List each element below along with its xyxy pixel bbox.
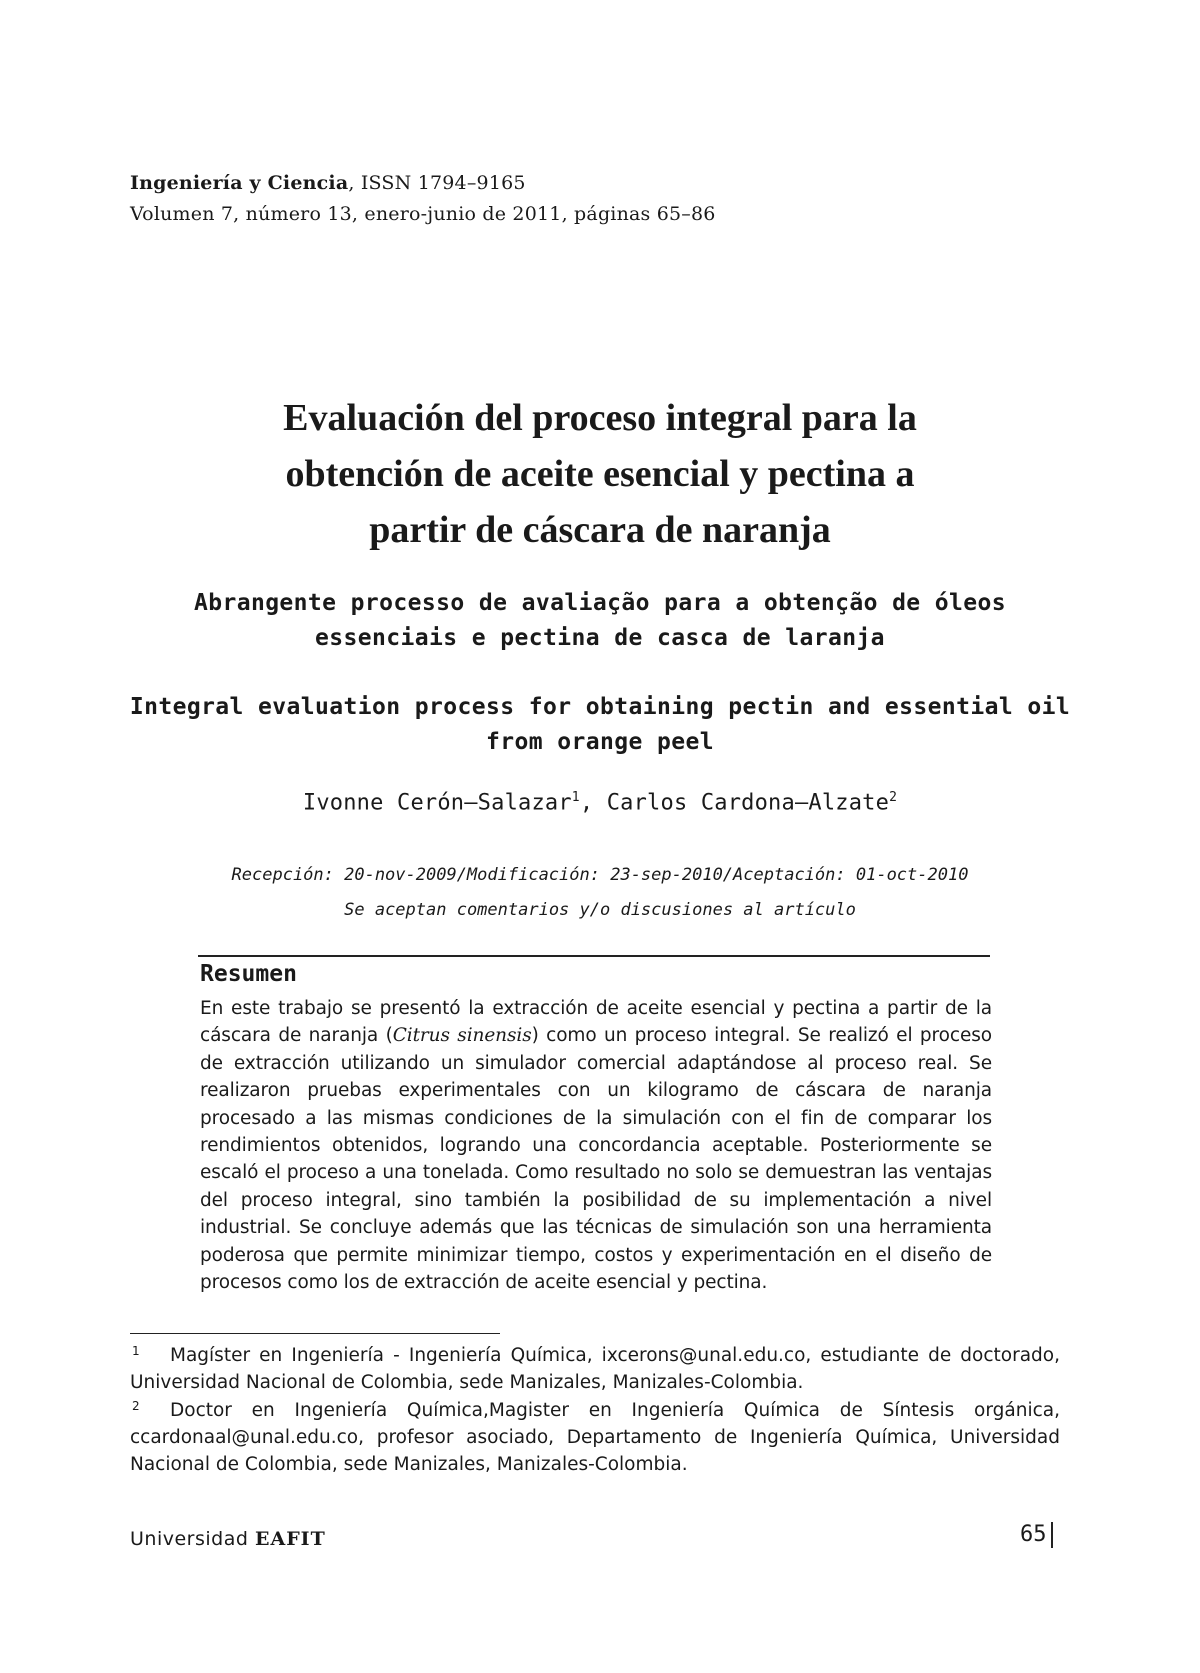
species-name: Citrus sinensis: [392, 1025, 532, 1047]
abstract-heading: Resumen: [200, 961, 297, 987]
abstract-text-part: En este trabajo se presentó la extracción de aceite esencial y pectina a partir de la cáscara de naranja (: [200, 998, 992, 1047]
footnote-divider: [130, 1333, 500, 1334]
footnote-text: Doctor en Ingeniería Química,Magister en Ingeniería Química de Síntesis orgánica, ccardonaal@unal.edu.co, profesor asociado, Departamento de Ingeniería Química, Universidad Nacional de Colombia, sede Manizales, Manizales-Colombia.: [130, 1400, 1060, 1475]
comments-line: Se aceptan comentarios y/o discusiones al artículo: [344, 900, 856, 920]
author-2: Carlos Cardona–Alzate: [606, 790, 890, 816]
footnotes: [130, 1342, 1060, 1479]
author-1-footnote-mark: 1: [571, 790, 580, 805]
author-1: Ivonne Cerón–Salazar: [302, 790, 572, 816]
subtitle-pt-line: essenciais e pectina de casca de laranja: [315, 625, 885, 651]
journal-issn: , ISSN 1794–9165: [348, 172, 526, 194]
article-title-line: obtención de aceite esencial y pectina a: [285, 453, 915, 495]
subtitle-pt-line: Abrangente processo de avaliação para a obtenção de óleos: [193, 590, 1007, 616]
subtitle-en-line: Integral evaluation process for obtaining pectin and essential oil: [129, 694, 1071, 720]
abstract-text: [200, 995, 992, 1296]
subtitle-portuguese: [100, 586, 1100, 656]
subtitle-en-line: from orange peel: [486, 729, 714, 755]
footnote: [130, 1397, 1060, 1478]
page-number: 65: [1020, 1522, 1053, 1548]
footer-publisher: [130, 1528, 326, 1550]
article-title: [100, 390, 1100, 558]
article-dates: [100, 858, 1100, 928]
subtitle-english: [100, 690, 1100, 760]
authors: [100, 790, 1100, 815]
article-title-line: Evaluación del proceso integral para la: [283, 397, 917, 439]
journal-header: [130, 168, 716, 230]
dates-line: Recepción: 20-nov-2009/Modificación: 23-sep-2010/Aceptación: 01-oct-2010: [231, 865, 969, 885]
abstract-divider: [198, 955, 990, 957]
footer-university: Universidad: [130, 1528, 249, 1550]
footnote: [130, 1342, 1060, 1396]
footnote-text: Magíster en Ingeniería - Ingeniería Química, ixcerons@unal.edu.co, estudiante de doctorado, Universidad Nacional de Colombia, sede Manizales, Manizales-Colombia.: [130, 1345, 1060, 1393]
journal-title-line: [130, 168, 716, 199]
journal-name: Ingeniería y Ciencia: [130, 172, 349, 194]
footnote-mark: 2: [132, 1399, 140, 1413]
footer-brand: EAFIT: [254, 1528, 326, 1550]
author-2-footnote-mark: 2: [889, 790, 898, 805]
footnote-mark: 1: [132, 1344, 140, 1358]
article-title-line: partir de cáscara de naranja: [369, 509, 831, 551]
author-separator: ,: [579, 790, 607, 816]
abstract-text-part: ) como un proceso integral. Se realizó el proceso de extracción utilizando un simulador comercial adaptándose al proceso real. Se realizaron pruebas experimentales con un kilogramo de cáscara de naranja procesado a las mismas condiciones de la simulación con el fin de comparar los rendimientos obtenidos, logrando una concordancia aceptable. Posteriormente se escaló el proceso a una tonelada. Como resultado no solo se demuestran las ventajas del proceso integral, sino también la posibilidad de su implementación a nivel industrial. Se concluye además que las técnicas de simulación son una herramienta poderosa que permite minimizar tiempo, costos y experimentación en el diseño de procesos como los de extracción de aceite esencial y pectina.: [200, 1025, 992, 1294]
journal-volume-line: Volumen 7, número 13, enero-junio de 2011, páginas 65–86: [130, 203, 716, 225]
